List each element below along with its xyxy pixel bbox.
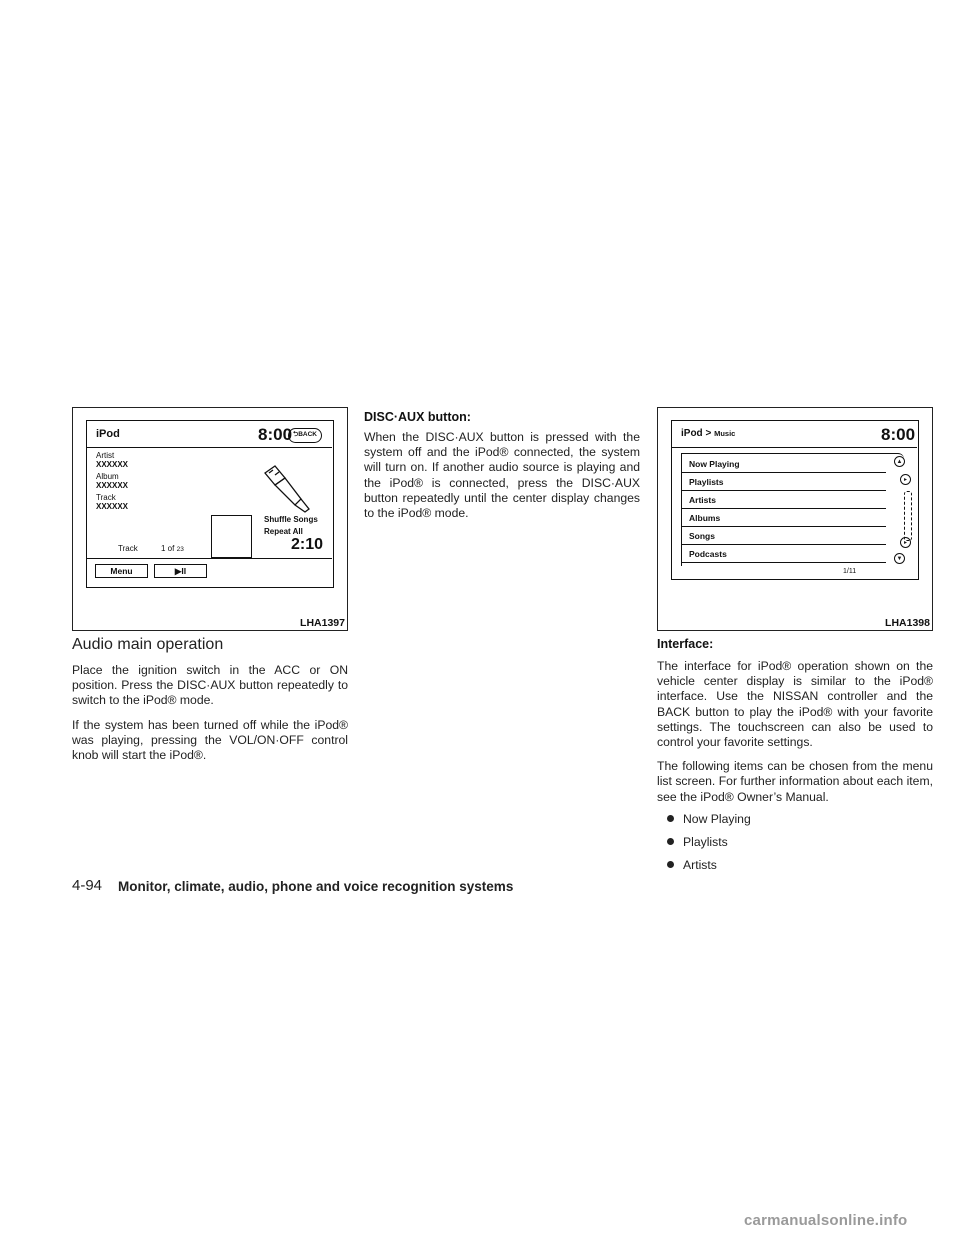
figure-label: LHA1398: [885, 617, 930, 629]
paragraph: If the system has been turned off while the iPod® was playing, pressing the VOL/ON·OFF control knob will start the iPod®.: [72, 717, 348, 763]
paragraph: The interface for iPod® operation shown on the vehicle center display is similar to the iPod® interface. Use the NISSAN controller and the BACK button to play the iPod® with your favorite settings. The touchscreen can also be used to control your favorite settings.: [657, 659, 933, 750]
ipod-screen: [86, 420, 334, 588]
shuffle-status: Shuffle Songs: [264, 515, 318, 524]
repeat-status: Repeat All: [264, 527, 303, 536]
bullet-item: Playlists: [667, 835, 728, 849]
figure-label: LHA1397: [300, 617, 345, 629]
menu-item-albums[interactable]: Albums: [682, 509, 886, 527]
figure-ipod-music-menu: [657, 407, 933, 631]
bullet-item: Now Playing: [667, 812, 751, 826]
menu-item-playlists[interactable]: Playlists: [682, 473, 886, 491]
back-button[interactable]: ⮌BACK: [288, 428, 322, 443]
album-value: XXXXXX: [96, 481, 129, 490]
artist-value: XXXXXX: [96, 460, 129, 469]
ipod-menu-screen: [671, 420, 919, 580]
breadcrumb: iPod > Music: [681, 428, 736, 439]
section-body-audio-main-operation: [72, 663, 348, 772]
page-number: 4-94: [72, 877, 103, 894]
track-count-label: Track: [118, 544, 138, 553]
elapsed-time: 2:10: [291, 536, 324, 553]
title-divider: [87, 447, 332, 448]
album-art-box: [211, 515, 252, 558]
scrollbar-track[interactable]: [904, 491, 912, 541]
paragraph: The following items can be chosen from the menu list screen. For further information about each item, see the iPod® Owner’s Manual.: [657, 759, 933, 804]
breadcrumb-current: Music: [714, 429, 736, 438]
section-body-interface: [657, 659, 933, 814]
chapter-title: Monitor, climate, audio, phone and voice recognition systems: [118, 879, 514, 894]
bullet-dot-icon: [667, 815, 674, 822]
album-label: Album: [96, 472, 119, 481]
bullet-item: Artists: [667, 858, 717, 872]
track-value: XXXXXX: [96, 502, 129, 511]
artist-label: Artist: [96, 451, 115, 460]
menu-item-now-playing[interactable]: Now Playing: [682, 455, 886, 473]
screen-clock: 8:00: [881, 425, 916, 444]
track-label: Track: [96, 493, 116, 502]
track-total: 23: [176, 546, 184, 553]
usb-plug-icon: [261, 463, 323, 515]
watermark: carmanualsonline.info: [744, 1212, 908, 1229]
screen-clock: 8:00: [258, 425, 293, 444]
bullet-dot-icon: [667, 838, 674, 845]
title-divider: [672, 447, 917, 448]
scroll-top-icon[interactable]: ▲: [894, 456, 905, 467]
screen-title: iPod: [96, 428, 120, 440]
paragraph: When the DISC·AUX button is pressed with the system off and the iPod® connected, the system will turn on. If another audio source is playing and the iPod® is connected, press the DISC·AUX button repeatedly until the center display changes to the iPod® mode.: [364, 430, 640, 521]
back-arrow-icon: ⮌: [293, 431, 299, 438]
section-heading-disc-aux: DISC·AUX button:: [364, 410, 471, 424]
bullet-dot-icon: [667, 861, 674, 868]
paragraph: Place the ignition switch in the ACC or ON position. Press the DISC·AUX button repeatedly to switch to the iPod® mode.: [72, 663, 348, 708]
menu-item-artists[interactable]: Artists: [682, 491, 886, 509]
scroll-up-icon[interactable]: ▸: [900, 474, 911, 485]
scroll-bottom-icon[interactable]: ▼: [894, 553, 905, 564]
scroll-down-icon[interactable]: ▸: [900, 537, 911, 548]
menu-button[interactable]: Menu: [95, 564, 148, 578]
section-heading-audio-main-operation: Audio main operation: [72, 636, 224, 653]
section-heading-interface: Interface:: [657, 637, 714, 651]
section-body-disc-aux: [364, 430, 640, 530]
control-divider: [87, 558, 332, 559]
track-count: 1 of 23: [161, 544, 184, 553]
menu-item-podcasts[interactable]: Podcasts: [682, 545, 886, 563]
menu-item-songs[interactable]: Songs: [682, 527, 886, 545]
play-pause-button[interactable]: ▶II: [154, 564, 207, 578]
figure-ipod-now-playing: [72, 407, 348, 631]
page-indicator: 1/11: [843, 568, 857, 575]
